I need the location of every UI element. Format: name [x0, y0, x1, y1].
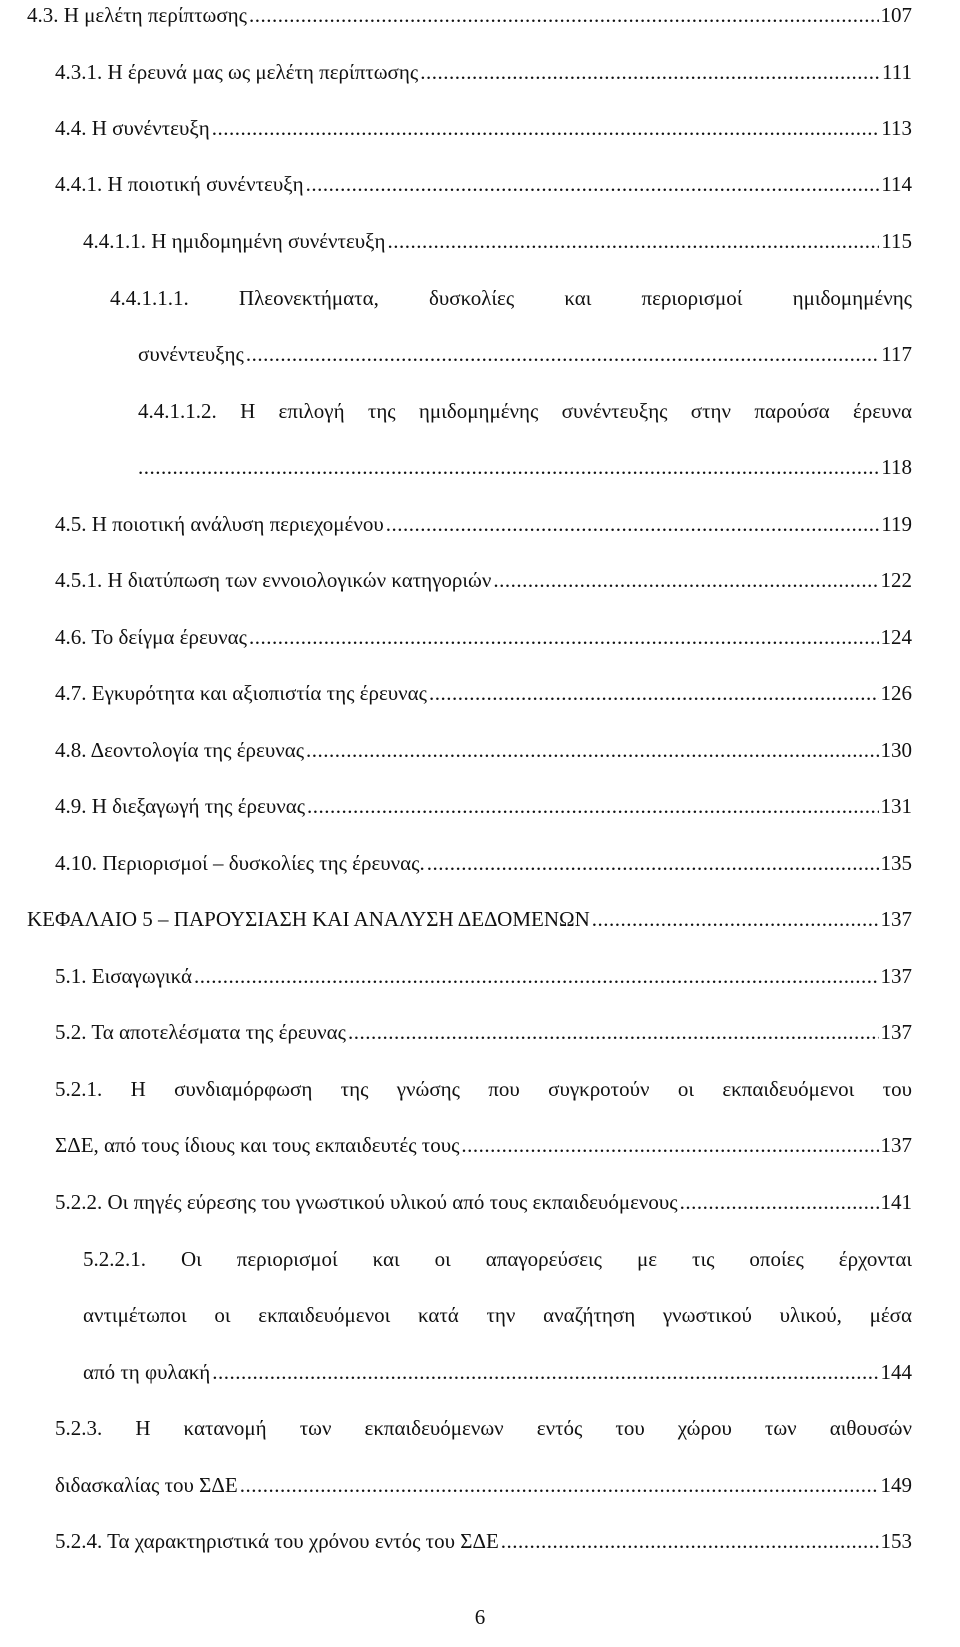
toc-entry[interactable] [83, 226, 912, 256]
toc-entry-title: 4.4.1. Η ποιοτική συνέντευξη [55, 172, 304, 196]
toc-page-number: 149 [880, 1473, 912, 1497]
toc-entry-title: 4.4.1.1.1. Πλεονεκτήματα, δυσκολίες και περιορισμοί ημιδομημένης [110, 286, 912, 310]
toc-entry-title: 5.2.4. Τα χαρακτηριστικά του χρόνου εντός του ΣΔΕ [55, 1529, 499, 1553]
toc-entry-title-continued: διδασκαλίας του ΣΔΕ [55, 1473, 238, 1497]
toc-page-number: 118 [881, 455, 912, 479]
toc-entry[interactable] [55, 791, 912, 821]
toc-leader-dots [212, 1357, 878, 1387]
toc-entry[interactable] [55, 961, 912, 991]
toc-entry-title: 4.3.1. Η έρευνά μας ως μελέτη περίπτωσης [55, 60, 419, 84]
toc-entry[interactable] [55, 169, 912, 199]
toc-entry-line-1[interactable] [110, 283, 912, 313]
toc-page-number: 124 [880, 625, 912, 649]
toc-entry[interactable] [55, 678, 912, 708]
toc-leader-dots [194, 961, 879, 991]
toc-leader-dots [386, 509, 879, 539]
toc-page-number: 117 [881, 342, 912, 366]
toc-entry-title: 5.2.2. Οι πηγές εύρεσης του γνωστικού υλικού από τους εκπαιδευόμενους [55, 1190, 678, 1214]
toc-entry-title: 5.2.2.1. Οι περιορισμοί και οι απαγορεύσεις με τις οποίες έρχονται [83, 1247, 912, 1271]
toc-entry-line-1[interactable] [55, 1413, 912, 1443]
toc-entry[interactable] [55, 1470, 912, 1500]
toc-entry-line-2[interactable] [83, 1300, 912, 1330]
toc-page-number: 131 [880, 794, 912, 818]
toc-entry[interactable] [55, 1130, 912, 1160]
toc-entry-title: 5.1. Εισαγωγικά [55, 964, 192, 988]
toc-entry-title-continued: συνέντευξης [138, 342, 244, 366]
toc-entry[interactable] [55, 1017, 912, 1047]
toc-leader-dots [306, 735, 878, 765]
toc-page-number: 114 [881, 172, 912, 196]
toc-leader-dots [246, 339, 879, 369]
toc-page-number: 137 [880, 964, 912, 988]
toc-page-number: 107 [880, 3, 912, 27]
toc-entry-title: 4.7. Εγκυρότητα και αξιοπιστία της έρευνας [55, 681, 427, 705]
toc-entry[interactable] [27, 0, 912, 30]
toc-entry-title: 4.4. Η συνέντευξη [55, 116, 210, 140]
toc-leader-dots [240, 1470, 879, 1500]
toc-entry[interactable] [55, 113, 912, 143]
toc-entry-title: 4.5. Η ποιοτική ανάλυση περιεχομένου [55, 512, 384, 536]
toc-leader-dots [306, 169, 880, 199]
toc-entry[interactable] [55, 735, 912, 765]
toc-leader-dots [212, 113, 880, 143]
toc-leader-dots [307, 791, 878, 821]
toc-leader-dots [592, 904, 879, 934]
toc-page-number: 144 [880, 1360, 912, 1384]
toc-leader-dots [348, 1017, 879, 1047]
toc-entry-line-1[interactable] [83, 1244, 912, 1274]
toc-leader-dots [680, 1187, 879, 1217]
toc-entry[interactable] [83, 1357, 912, 1387]
toc-leader-dots [429, 678, 879, 708]
toc-entry-title: 5.2.3. Η κατανομή των εκπαιδευόμενων εντός του χώρου των αιθουσών [55, 1416, 912, 1440]
toc-leader-dots [427, 848, 879, 878]
toc-leader-dots [388, 226, 880, 256]
toc-entry[interactable] [138, 339, 912, 369]
toc-entry-title: 4.10. Περιορισμοί – δυσκολίες της έρευνας. [55, 851, 425, 875]
toc-entry-line-1[interactable] [55, 1074, 912, 1104]
toc-entry-title: 4.4.1.1. Η ημιδομημένη συνέντευξη [83, 229, 386, 253]
toc-entry[interactable] [55, 1187, 912, 1217]
toc-leader-dots [249, 622, 879, 652]
toc-leader-dots [420, 57, 880, 87]
toc-entry-title: 5.2. Τα αποτελέσματα της έρευνας [55, 1020, 346, 1044]
toc-leader-dots [461, 1130, 878, 1160]
toc-entry-title-continued: αντιμέτωποι οι εκπαιδευόμενοι κατά την αναζήτηση γνωστικού υλικού, μέσα [83, 1303, 912, 1327]
toc-page-number: 126 [880, 681, 912, 705]
toc-chapter-entry[interactable] [27, 904, 912, 934]
toc-entry[interactable] [55, 509, 912, 539]
toc-entry[interactable] [55, 1526, 912, 1556]
toc-page-number: 130 [880, 738, 912, 762]
toc-leader-dots [501, 1526, 879, 1556]
toc-entry-line-1[interactable] [138, 396, 912, 426]
toc-entry-title: 4.6. Το δείγμα έρευνας [55, 625, 247, 649]
toc-entry[interactable] [55, 57, 912, 87]
toc-entry-title: 4.9. Η διεξαγωγή της έρευνας [55, 794, 306, 818]
toc-page-number: 141 [880, 1190, 912, 1214]
toc-page-number: 113 [881, 116, 912, 140]
toc-entry[interactable] [55, 622, 912, 652]
toc-page-number: 111 [882, 60, 912, 84]
toc-entry[interactable] [138, 452, 912, 482]
toc-chapter-title: ΚΕΦΑΛΑΙΟ 5 – ΠΑΡΟΥΣΙΑΣΗ ΚΑΙ ΑΝΑΛΥΣΗ ΔΕΔΟΜΕΝΩΝ [27, 907, 590, 931]
toc-leader-dots [249, 0, 879, 30]
toc-entry-title: 4.3. Η μελέτη περίπτωσης [27, 3, 247, 27]
toc-entry-title-continued: από τη φυλακή [83, 1360, 211, 1384]
toc-page-number: 119 [881, 512, 912, 536]
toc-entry-title: 5.2.1. Η συνδιαμόρφωση της γνώσης που συγκροτούν οι εκπαιδευόμενοι του [55, 1077, 912, 1101]
toc-entry-title: 4.8. Δεοντολογία της έρευνας [55, 738, 305, 762]
toc-page-number: 115 [881, 229, 912, 253]
toc-entry[interactable] [55, 848, 912, 878]
toc-entry-title-continued: ΣΔΕ, από τους ίδιους και τους εκπαιδευτές τους [55, 1133, 460, 1157]
toc-entry-title: 4.4.1.1.2. Η επιλογή της ημιδομημένης συνέντευξης στην παρούσα έρευνα [138, 399, 912, 423]
toc-page-number: 135 [880, 851, 912, 875]
toc-page-number: 153 [880, 1529, 912, 1553]
toc-page-number: 137 [880, 1020, 912, 1044]
toc-entry-title: 4.5.1. Η διατύπωση των εννοιολογικών κατηγοριών [55, 568, 492, 592]
toc-leader-dots [493, 565, 878, 595]
page-number-footer: 6 [474, 1605, 486, 1629]
toc-page-number: 137 [880, 907, 912, 931]
toc-entry[interactable] [55, 565, 912, 595]
toc-page-number: 137 [880, 1133, 912, 1157]
toc-page-number: 122 [880, 568, 912, 592]
toc-leader-dots [138, 452, 879, 482]
